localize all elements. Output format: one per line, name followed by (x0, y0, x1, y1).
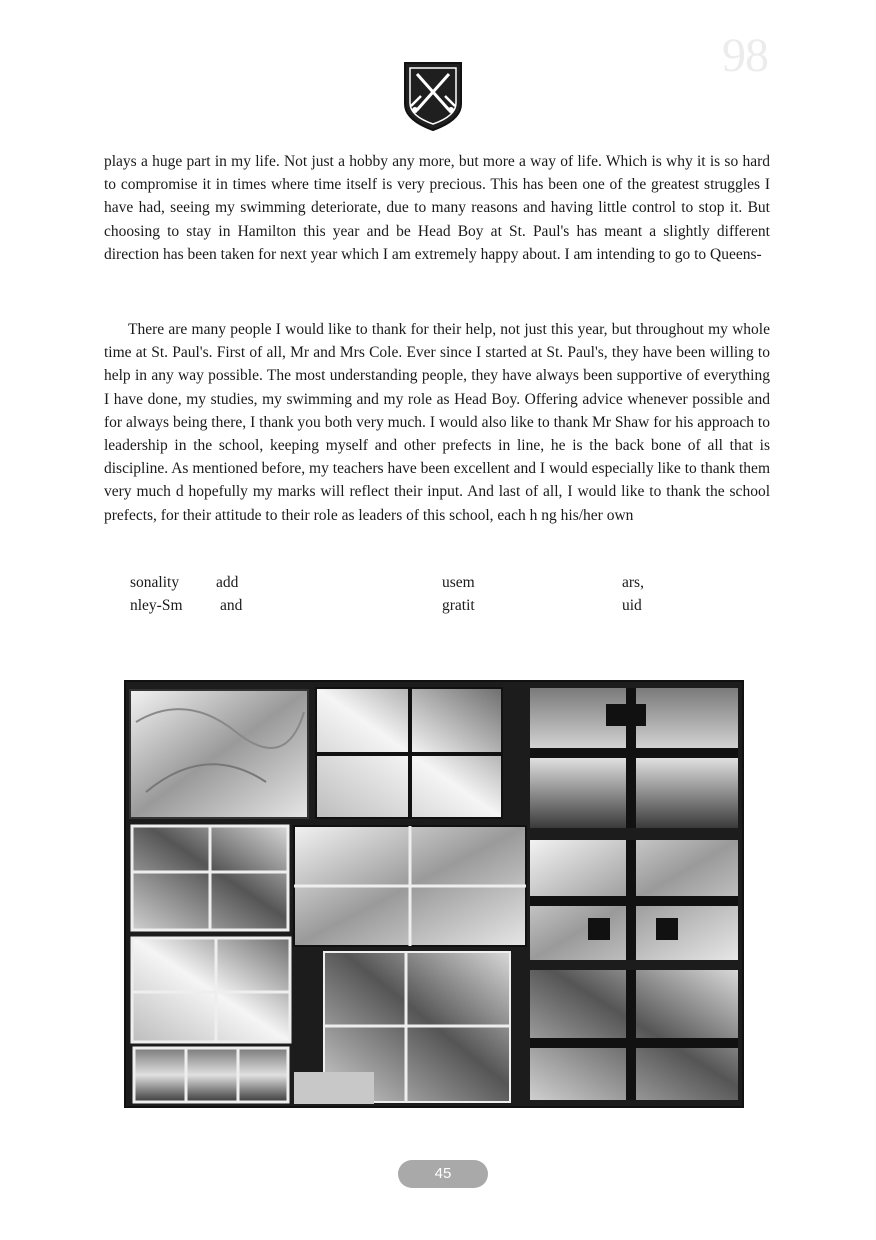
partial-word: add (216, 574, 239, 591)
year-watermark: 98 (722, 29, 768, 82)
partial-word: gratit (442, 597, 475, 614)
partial-word: sonality (130, 574, 180, 591)
body-paragraph-2: There are many people I would like to thank for their help, not just this year, but throughout my whole time at St. Paul's. First of all, Mr and Mrs Cole. Ever since I started at St. Paul's, they have been willing to help in any way possible. The most understanding people, they have always been supportive of everything I have done, my studies, my swimming and my role as Head Boy. Offering advice whenever possible and for always being there, I thank you both very much. I would also like to thank Mr Shaw for his approach to leadership in the school, keeping myself and other prefects in line, he is the back bone of all that is discipline. As mentioned before, my teachers have been excellent and I would especially like to thank them very much d hopefully my marks will reflect their input. And last of all, I would like to thank the school prefects, for their attitude to their role as leaders of this school, each h ng his/her own (104, 321, 770, 524)
artwork-photo (124, 680, 744, 1108)
partial-word: nley-Sm (130, 597, 183, 614)
partial-text-line-1 (104, 574, 770, 596)
partial-word: usem (442, 574, 475, 591)
partial-word: uid (622, 597, 642, 614)
partial-text-line-2 (104, 597, 770, 619)
partial-word: and (220, 597, 243, 614)
page-number: 45 (398, 1160, 488, 1188)
body-paragraph-1: plays a huge part in my life. Not just a hobby any more, but more a way of life. Which is why it is so hard to compromise it in times where time itself is very precious. This has been one of the greatest struggles I have had, seeing my swimming deteriorate, due to many reasons and having little control to stop it. But choosing to stay in Hamilton this year and be Head Boy at St. Paul's has meant a slightly different direction has been taken for next year which I am extremely happy about. I am intending to go to Queens- (104, 153, 770, 263)
partial-word: ars, (622, 574, 644, 591)
crossed-swords-shield-icon (402, 60, 464, 132)
